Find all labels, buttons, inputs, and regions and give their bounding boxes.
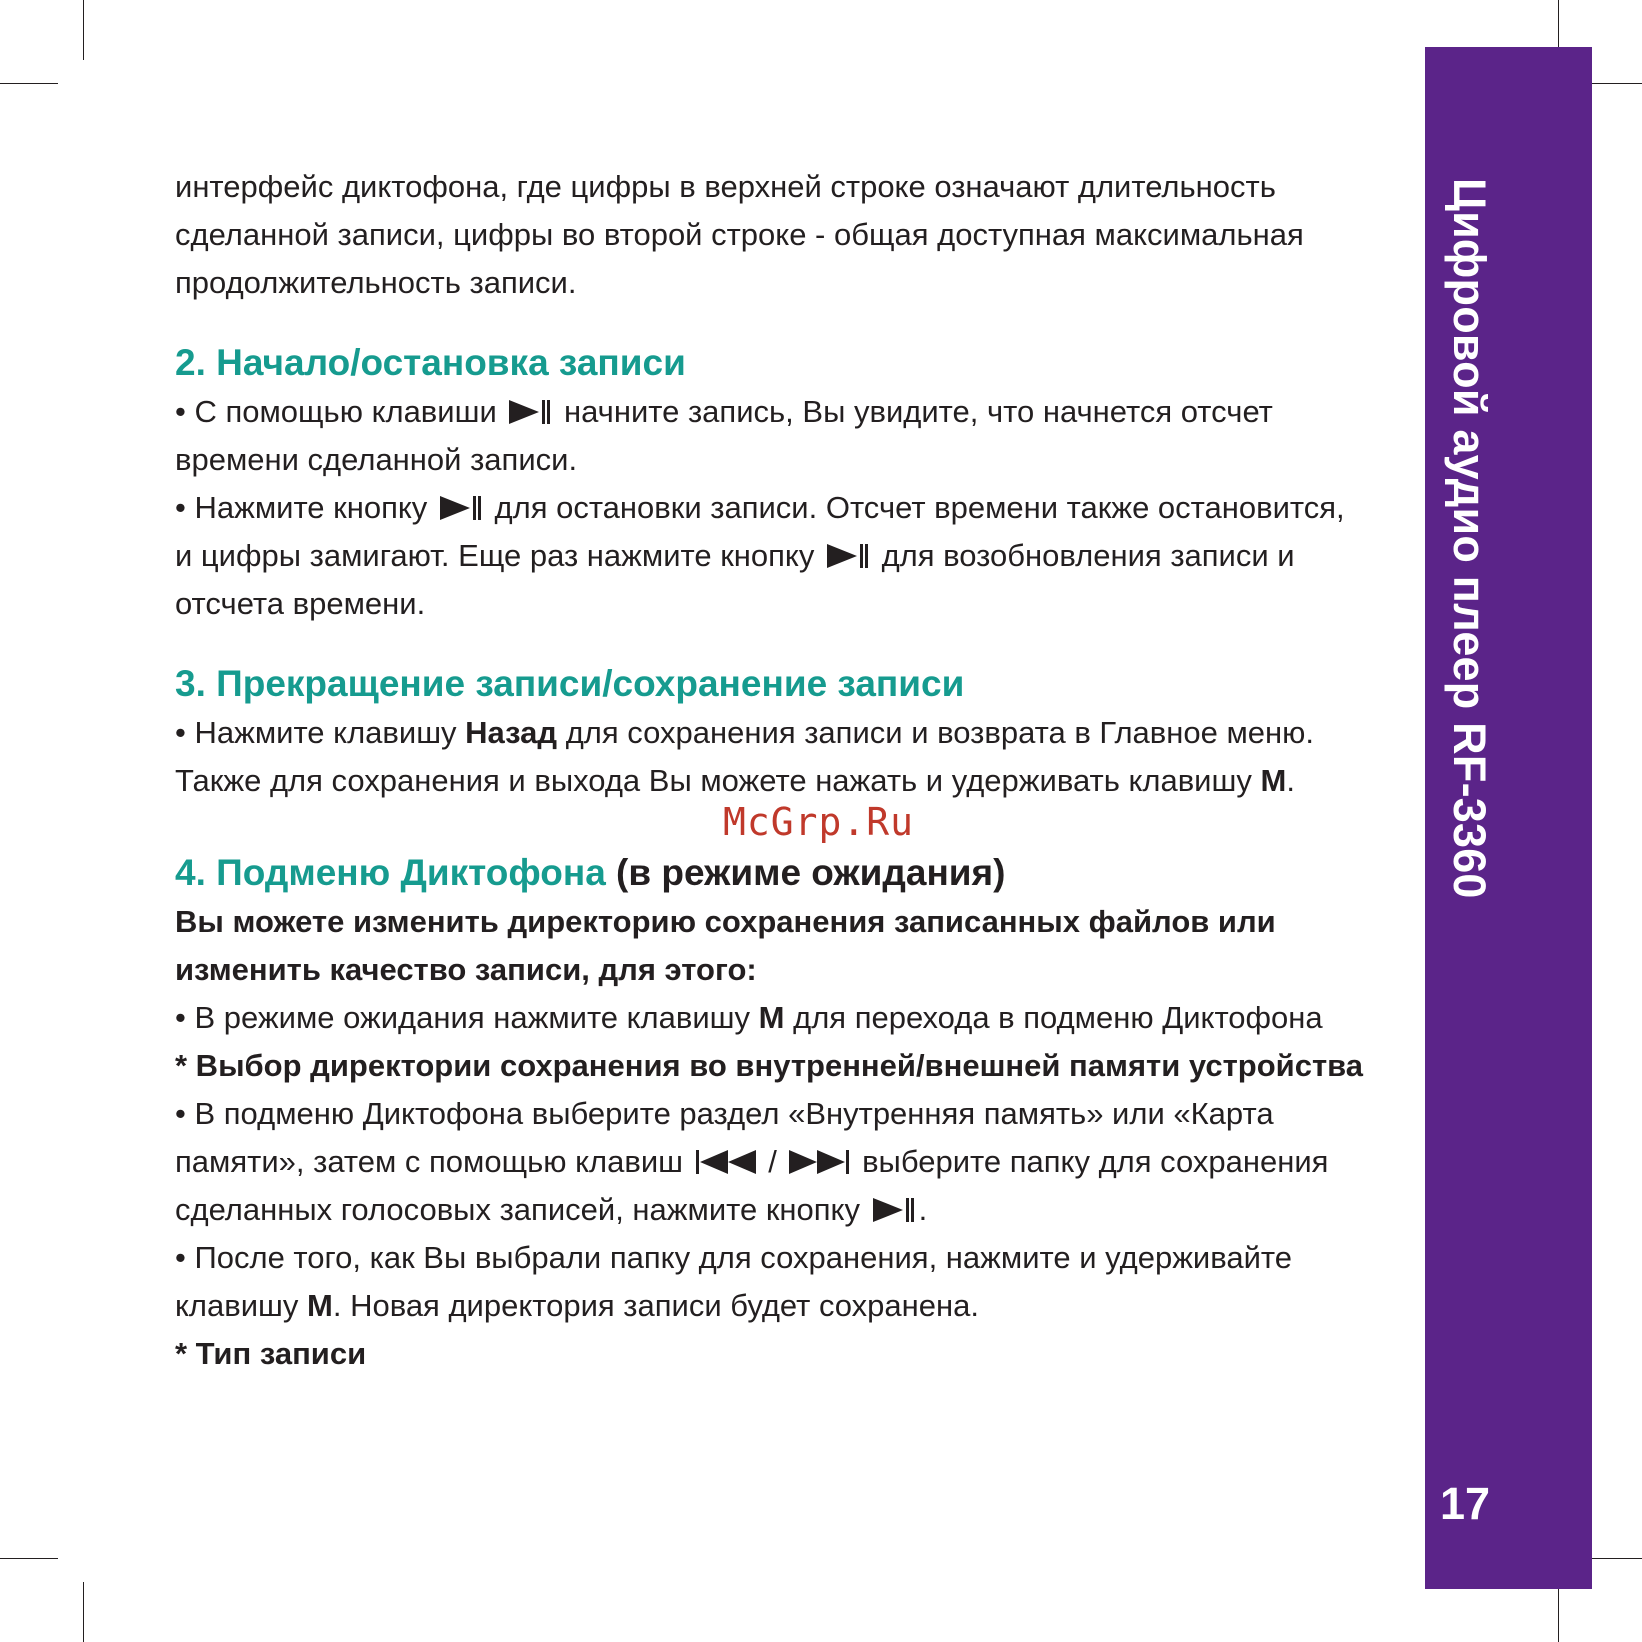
watermark: McGrp.Ru [723,800,915,844]
subsection-directory-heading: * Выбор директории сохранения во внутренней/внешней памяти устройства [175,1048,1364,1083]
section-3-heading: 3. Прекращение записи/сохранение записи [175,663,965,704]
crop-mark [83,0,84,60]
page-number: 17 [1440,1478,1491,1529]
back-key-label: Назад [465,715,558,750]
section-4-bullet-3: • После того, как Вы выбрали папку для сохранения, нажмите и удерживайте клавишу М. Новая директория записи будет сохранена. [175,1240,1293,1323]
m-key-label: М [1260,763,1287,798]
product-title: Цифровой аудио плеер RF-3360 [1444,178,1495,899]
previous-track-icon [694,1149,758,1175]
next-track-icon [787,1149,851,1175]
section-4-intro: Вы можете изменить директорию сохранения записанных файлов или изменить качество записи, для этого: [175,904,1276,987]
section-3-bullet-1: • Нажмите клавишу Назад для сохранения записи и возврата в Главное меню. Также для сохранения и выхода Вы можете нажать и удерживать клавишу М. [175,715,1315,798]
crop-mark [83,1582,84,1642]
crop-mark [0,1558,58,1559]
side-band-title [1440,178,1500,938]
crop-mark [0,83,58,84]
play-pause-icon [438,495,484,521]
m-key-label: М [758,1000,785,1035]
crop-mark [1592,83,1642,84]
subsection-record-type-heading: * Тип записи [175,1336,367,1371]
play-pause-icon [507,399,553,425]
section-2-bullet-1: • С помощью клавиши начните запись, Вы увидите, что начнется отсчет времени сделанной записи. [175,394,1273,477]
play-pause-icon [871,1197,917,1223]
section-4-bullet-2: • В подменю Диктофона выберите раздел «Внутренняя память» или «Карта памяти», затем с помощью клавиш / выберите папку для сохранения сделанных голосовых записей, нажмите кнопку . [175,1096,1329,1227]
section-2-heading: 2. Начало/остановка записи [175,342,686,383]
crop-mark [1592,1558,1642,1559]
section-4-heading: 4. Подменю Диктофона (в режиме ожидания) [175,852,1006,893]
crop-mark [1558,1582,1559,1642]
play-pause-icon [825,543,871,569]
section-4-bullet-1: • В режиме ожидания нажмите клавишу М для перехода в подменю Диктофона [175,1000,1323,1035]
intro-paragraph: интерфейс диктофона, где цифры в верхней строке означают длительность сделанной записи, цифры во второй строке - общая доступная максимальная продолжительность записи. [175,169,1304,300]
m-key-label: М [307,1288,333,1323]
section-2-bullet-2: • Нажмите кнопку для остановки записи. Отсчет времени также остановится, и цифры замигают. Еще раз нажмите кнопку для возобновления записи и отсчета времени. [175,490,1345,621]
document-body [175,163,1370,1378]
